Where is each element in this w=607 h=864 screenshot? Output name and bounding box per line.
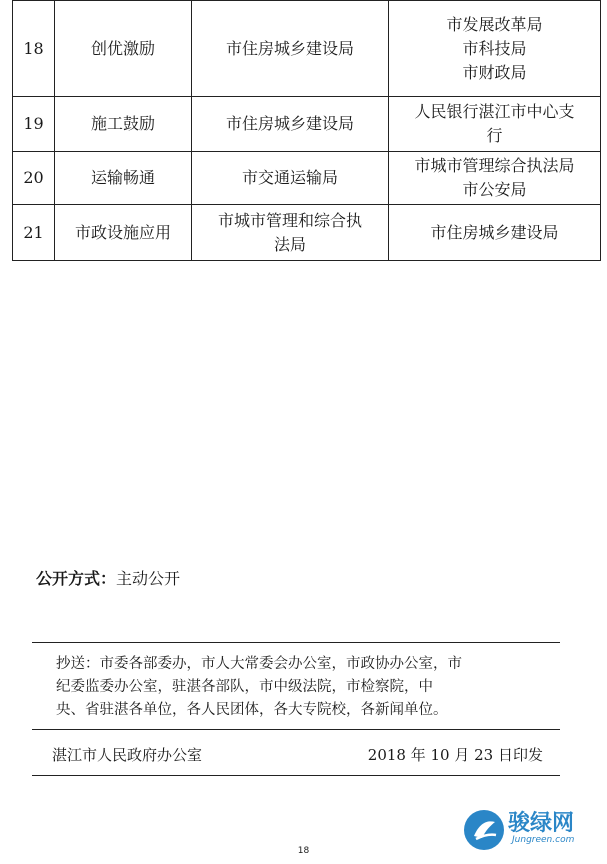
cc-line: 抄送：市委各部委办，市人大常委会办公室，市政协办公室，市 bbox=[56, 656, 462, 672]
lead-unit: 市住房城乡建设局 bbox=[192, 1, 389, 97]
cooperating-units bbox=[389, 205, 601, 261]
disclosure-method bbox=[36, 566, 180, 589]
watermark-text: 骏绿网 bbox=[508, 811, 575, 836]
coop-unit: 市城市管理综合执法局 bbox=[414, 156, 575, 175]
page-number: 18 bbox=[297, 846, 310, 856]
coop-unit: 市财政局 bbox=[462, 62, 527, 82]
table-row bbox=[13, 1, 601, 97]
policy-item: 创优激励 bbox=[55, 1, 192, 97]
watermark-logo-icon bbox=[462, 808, 506, 852]
table-row bbox=[13, 205, 601, 261]
lead-unit: 市住房城乡建设局 bbox=[192, 97, 389, 152]
divider-bottom bbox=[32, 775, 560, 776]
coordination-table bbox=[12, 0, 601, 261]
cooperating-units bbox=[389, 1, 601, 97]
coop-unit: 行 bbox=[486, 126, 503, 145]
disclosure-value: 主动公开 bbox=[116, 569, 181, 588]
table-row bbox=[13, 97, 601, 152]
cc-list bbox=[56, 653, 546, 722]
cc-line: 纪委监委办公室，驻湛各部队，市中级法院，市检察院，中 bbox=[56, 679, 433, 695]
coop-unit: 市发展改革局 bbox=[446, 14, 543, 34]
lead-unit: 市城市管理和综合执 法局 bbox=[192, 205, 389, 261]
divider-top bbox=[32, 642, 560, 643]
row-number: 18 bbox=[13, 1, 55, 97]
coop-unit: 人民银行湛江市中心支 bbox=[414, 102, 575, 121]
issuer: 湛江市人民政府办公室 bbox=[52, 746, 203, 764]
table-row bbox=[13, 152, 601, 205]
policy-item: 运输畅通 bbox=[55, 152, 192, 205]
cooperating-units bbox=[389, 152, 601, 205]
watermark bbox=[462, 802, 602, 858]
cc-line: 央、省驻湛各单位，各人民团体，各大专院校，各新闻单位。 bbox=[56, 702, 448, 718]
issue-date: 2018 年 10 月 23 日印发 bbox=[367, 746, 543, 764]
coop-unit: 市住房城乡建设局 bbox=[430, 222, 559, 242]
policy-item: 施工鼓励 bbox=[55, 97, 192, 152]
row-number: 19 bbox=[13, 97, 55, 152]
lead-unit: 市交通运输局 bbox=[192, 152, 389, 205]
divider-middle bbox=[32, 729, 560, 730]
cooperating-units bbox=[389, 97, 601, 152]
disclosure-label: 公开方式： bbox=[36, 569, 117, 588]
row-number: 21 bbox=[13, 205, 55, 261]
policy-item: 市政设施应用 bbox=[55, 205, 192, 261]
watermark-subtext: Jungreen.com bbox=[512, 835, 575, 845]
coop-unit: 市科技局 bbox=[462, 38, 527, 58]
row-number: 20 bbox=[13, 152, 55, 205]
coop-unit: 市公安局 bbox=[462, 180, 527, 199]
